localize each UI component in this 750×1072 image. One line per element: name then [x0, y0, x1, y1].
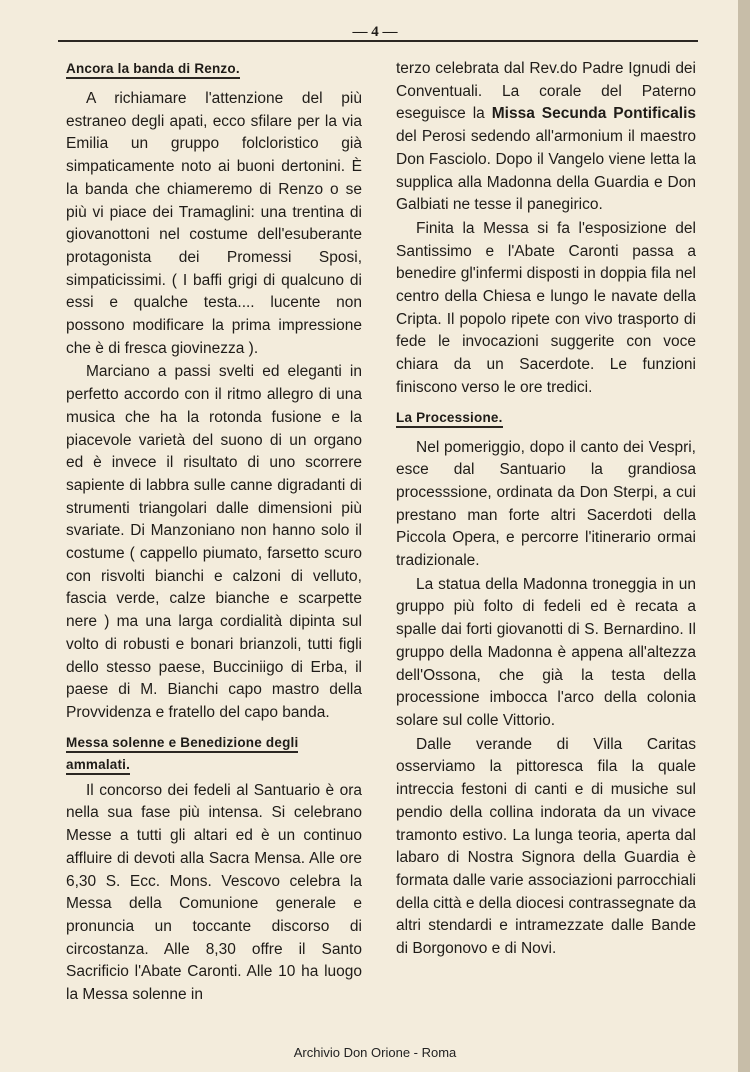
archive-footer: Archivio Don Orione - Roma [293, 1045, 457, 1060]
section-heading-processione: La Processione. [396, 407, 696, 429]
section-heading-messa: Messa solenne e Benedizione degli ammalati. [66, 732, 362, 776]
paragraph: Nel pomeriggio, dopo il canto dei Vespri, esce dal Santuario la grandiosa processsione, ordinata da Don Sterpi, a cui prestano man forte altri Sacerdoti della Piccola Opera, e percorre l'itinerario ormai tradizionale. [396, 438, 696, 570]
paragraph: La statua della Madonna troneggia in un gruppo più folto di fedeli ed è recata a spalle dai forti giovanotti di S. Bernardino. Il gruppo della Madonna è appena all'altezza dell'Ossona, che già la testa della processione imbocca l'arco della colonia solare sul colle Vittorio. [396, 575, 696, 729]
paragraph: Finita la Messa si fa l'esposizione del Santissimo e l'Abate Caronti passa a benedire gl'infermi disposti in doppia fila nel centro della Chiesa e lungo le navate della Cripta. Il popolo ripete con vivo trasporto di fede le invocazioni suggerite con voce chiara da un Sacerdote. Le funzioni finiscono verso le ore tredici. [396, 219, 696, 396]
left-column [66, 58, 362, 1007]
paragraph: A richiamare l'attenzione del più estraneo degli apati, ecco sfilare per la via Emilia un gruppo folcloristico già simpaticamente noto ai buoni dertonini. È la banda che chiameremo di Renzo o se più vi piace dei Tramaglini: una trentina di giovanottoni nel costume dell'esuberante protagonista dei Promessi Sposi, simpaticissimi. ( I baffi grigi di qualcuno di essi e qualche testa.... lucente non possono modificare la prima impressione che è di fresca giovinezza ). [66, 90, 362, 357]
right-column [396, 58, 696, 961]
paragraph-continuation: terzo celebrata dal Rev.do Padre Ignudi dei Conventuali. La corale del Paterno eseguisce la Missa Secunda Pontificalis del Perosi sedendo all'armonium il maestro Don Fasciolo. Dopo il Vangelo viene letta la supplica alla Madonna della Guardia e Don Galbiati ne tesse il panegirico. [396, 60, 696, 214]
paragraph: Dalle verande di Villa Caritas osserviamo la pittoresca fila la quale intreccia festoni di canti e di musiche sul pendio della collina indorata da un vivace tramonto estivo. La lunga teoria, aperta dal labaro di Nostra Signora della Guardia è formata dalle varie associazioni parrocchiali della città e della diocesi contrassegnate da altri stendardi e intramezzate dalle Bande di Borgonovo e di Novi. [396, 735, 696, 958]
top-rule [58, 40, 698, 42]
page-edge [738, 0, 750, 1072]
paragraph: Marciano a passi svelti ed eleganti in perfetto accordo con il ritmo allegro di una musica che ha la rotonda fusione e la piacevole varietà del suono di un organo ed è invece il risultato di uno scorrere sapiente di labbra sulle canne digradanti di strumenti triangolari dalle dimensioni più svariate. Di Manzoniano non hanno solo il costume ( cappello piumato, farsetto scuro con risvolti bianchi e calzoni di velluto, fascia verde, calze bianche e scarpette nere ) ma una larga cordialità dipinta sul volto di robusti e bonari brianzoli, tutti figli dello stesso paese, Bucciniigo di Erba, il paese di M. Bianchi capo mastro della Provvidenza e fratello del capo banda. [66, 363, 362, 721]
section-heading-banda: Ancora la banda di Renzo. [66, 58, 362, 80]
page-number: — 4 — [352, 24, 398, 40]
paragraph: Il concorso dei fedeli al Santuario è ora nella sua fase più intensa. Si celebrano Messe a tutti gli altari ed è un continuo affluire di devoti alla Sacra Mensa. Alle ore 6,30 S. Ecc. Mons. Vescovo celebra la Messa della Comunione generale e pronuncia un toccante discorso di circostanza. Alle 8,30 offre il Santo Sacrificio l'Abate Caronti. Alle 10 ha luogo la Messa solenne in [66, 781, 362, 1004]
emphasis-missa: Missa Secunda Pontificalis [491, 105, 696, 123]
